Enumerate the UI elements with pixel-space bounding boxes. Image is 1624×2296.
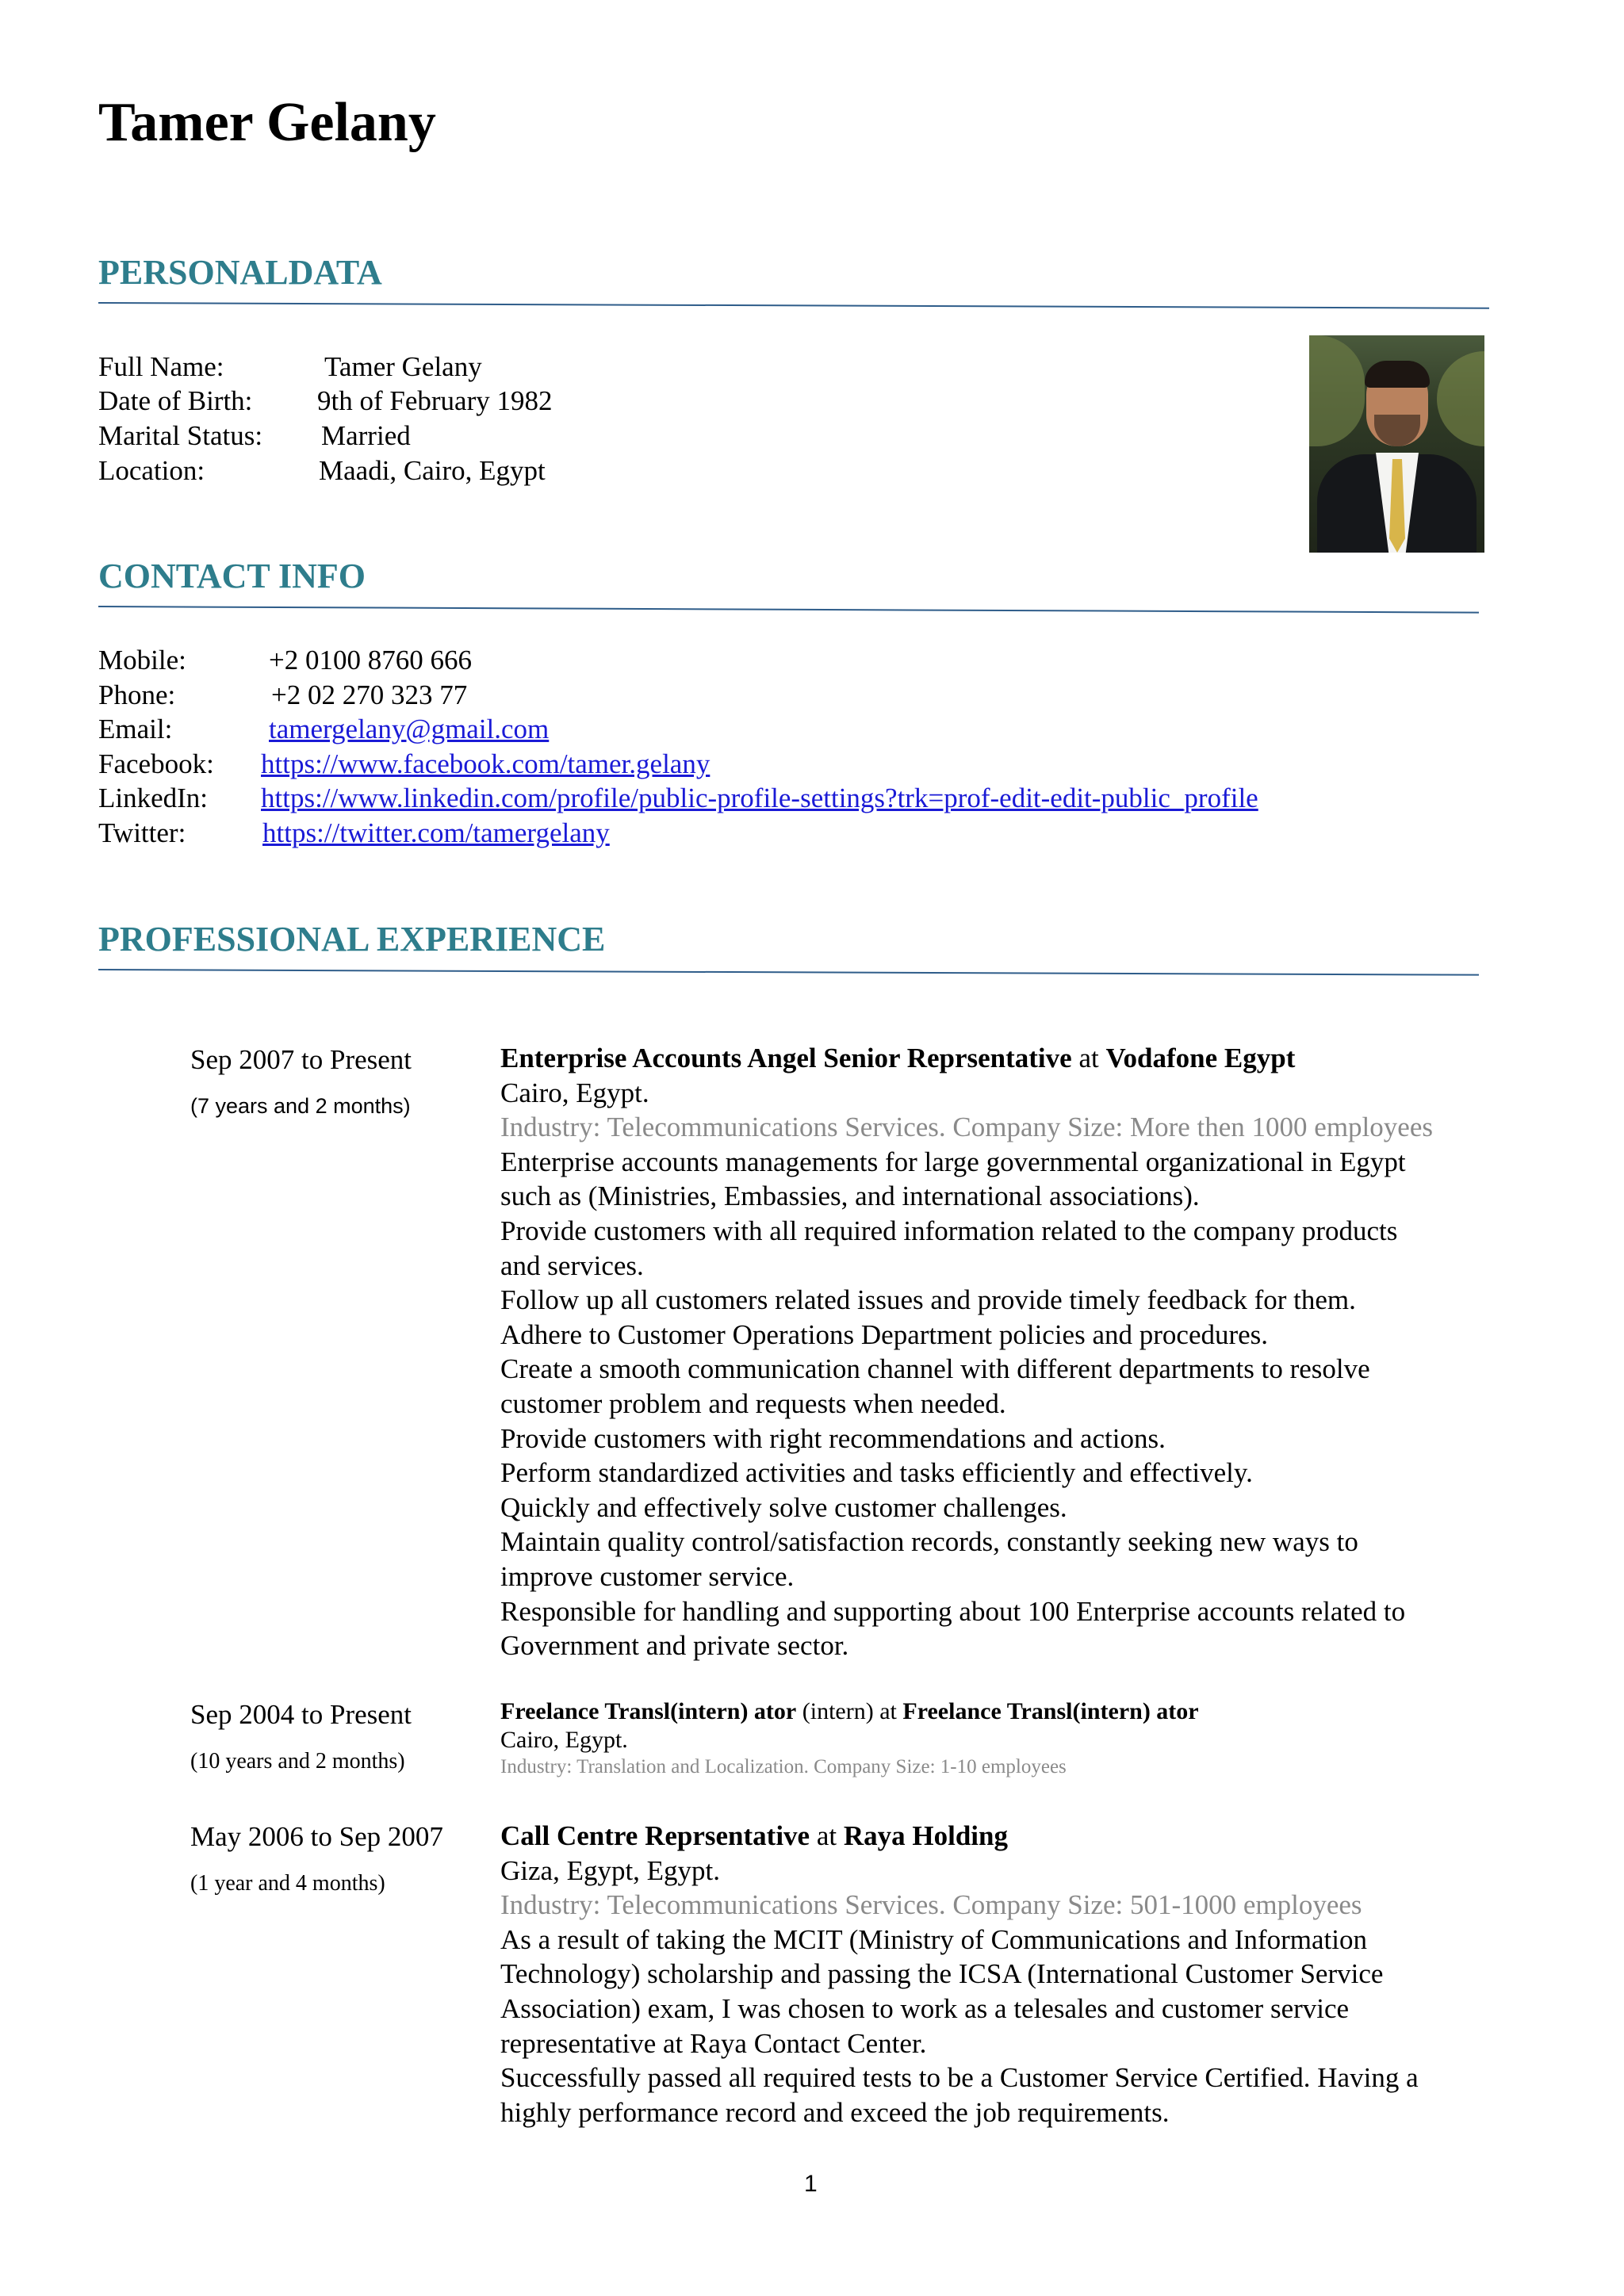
job-details [500,1697,1199,1780]
linkedin-link[interactable]: https://www.linkedin.com/profile/public-profile-settings?trk=prof-edit-edit-public_profile [261,783,1258,813]
job-description-line: Follow up all customers related issues and provide timely feedback for them. [500,1284,1356,1316]
dob-label: Date of Birth: [98,385,253,416]
resume-name: Tamer Gelany [98,92,436,153]
job-description-line: Provide customers with right recommendations and actions. [500,1422,1166,1454]
job-details [500,1041,1433,1663]
job-description-line: customer problem and requests when needed. [500,1387,1006,1419]
job-industry: Industry: Translation and Localization. Company Size: 1-10 employees [500,1756,1067,1777]
contact-info-heading: CONTACT INFO [98,557,366,595]
facebook-link[interactable]: https://www.facebook.com/tamer.gelany [261,748,710,779]
experience-rule [98,969,1479,976]
job-at: at [1078,1043,1099,1073]
job-description-line: Adhere to Customer Operations Department policies and procedures. [500,1318,1269,1350]
linkedin-label: LinkedIn: [98,783,209,813]
job-date: Sep 2007 to Present [190,1044,412,1075]
job-title-line [500,1819,1419,1854]
marital-status-value: Married [321,420,411,451]
job-description-line: Association) exam, I was chosen to work as a telesales and customer service [500,1992,1350,2024]
job-description-line: improve customer service. [500,1560,795,1592]
job-duration: (1 year and 4 months) [190,1871,385,1896]
email-link[interactable]: tamergelany@gmail.com [269,714,550,744]
full-name-value: Tamer Gelany [324,351,482,382]
job-at: at [816,1820,837,1851]
job-location: Cairo, Egypt. [500,1077,649,1108]
job-description-line: Successfully passed all required tests to be a Customer Service Certified. Having a [500,2062,1419,2094]
job-description-line: Enterprise accounts managements for large governmental organizational in Egypt [500,1146,1406,1177]
job-description-line: Provide customers with all required information related to the company products [500,1215,1398,1246]
email-label: Email: [98,714,173,744]
job-role: Enterprise Accounts Angel Senior Reprsentative [500,1043,1072,1073]
facebook-label: Facebook: [98,748,214,779]
job-location: Giza, Egypt, Egypt. [500,1854,721,1886]
mobile-label: Mobile: [98,645,186,675]
job-company: Raya Holding [843,1820,1008,1851]
job-description-line: Maintain quality control/satisfaction records, constantly seeking new ways to [500,1526,1358,1558]
phone-value: +2 02 270 323 77 [271,679,468,710]
job-duration: (10 years and 2 months) [190,1749,405,1774]
full-name-label: Full Name: [98,351,224,382]
job-title-line [500,1041,1433,1076]
job-role-suffix: (intern) [802,1698,874,1724]
mobile-value: +2 0100 8760 666 [269,645,472,675]
phone-label: Phone: [98,679,176,710]
job-industry: Industry: Telecommunications Services. Company Size: 501-1000 employees [500,1889,1362,1921]
job-description-line: representative at Raya Contact Center. [500,2027,927,2059]
job-role: Call Centre Reprsentative [500,1820,810,1851]
job-description-line: such as (Ministries, Embassies, and international associations). [500,1181,1200,1212]
job-description-line: highly performance record and exceed the job requirements. [500,2096,1170,2128]
profile-photo [1309,335,1484,553]
job-company: Vodafone Egypt [1105,1043,1296,1073]
contact-info-rule [98,606,1479,614]
location-label: Location: [98,455,205,486]
job-at: at [879,1698,897,1724]
job-description-line: and services. [500,1249,644,1281]
job-description-line: Government and private sector. [500,1630,849,1662]
job-description-line: Quickly and effectively solve customer challenges. [500,1491,1067,1523]
experience-heading: PROFESSIONAL EXPERIENCE [98,920,606,959]
job-description-line: As a result of taking the MCIT (Ministry of Communications and Information [500,1923,1367,1955]
job-date: Sep 2004 to Present [190,1699,412,1730]
job-description-line: Technology) scholarship and passing the ICSA (International Customer Service [500,1958,1384,1990]
personal-data-rule [98,302,1489,309]
job-details [500,1819,1419,2130]
job-description-line: Responsible for handling and supporting about 100 Enterprise accounts related to [500,1595,1406,1627]
job-description-line: Create a smooth communication channel with different departments to resolve [500,1353,1370,1385]
job-title-line [500,1697,1199,1726]
job-industry: Industry: Telecommunications Services. Company Size: More then 1000 employees [500,1112,1433,1143]
job-role: Freelance Transl(intern) ator [500,1698,797,1724]
job-date: May 2006 to Sep 2007 [190,1821,443,1852]
job-description-line: Perform standardized activities and tasks efficiently and effectively. [500,1457,1253,1489]
twitter-link[interactable]: https://twitter.com/tamergelany [262,817,610,848]
personal-data-heading: PERSONALDATA [98,253,382,292]
dob-value: 9th of February 1982 [317,385,553,416]
job-location: Cairo, Egypt. [500,1727,628,1753]
twitter-label: Twitter: [98,817,186,848]
location-value: Maadi, Cairo, Egypt [319,455,546,486]
page-number: 1 [804,2171,818,2197]
marital-status-label: Marital Status: [98,420,263,451]
job-company: Freelance Transl(intern) ator [902,1698,1199,1724]
job-duration: (7 years and 2 months) [190,1094,411,1118]
